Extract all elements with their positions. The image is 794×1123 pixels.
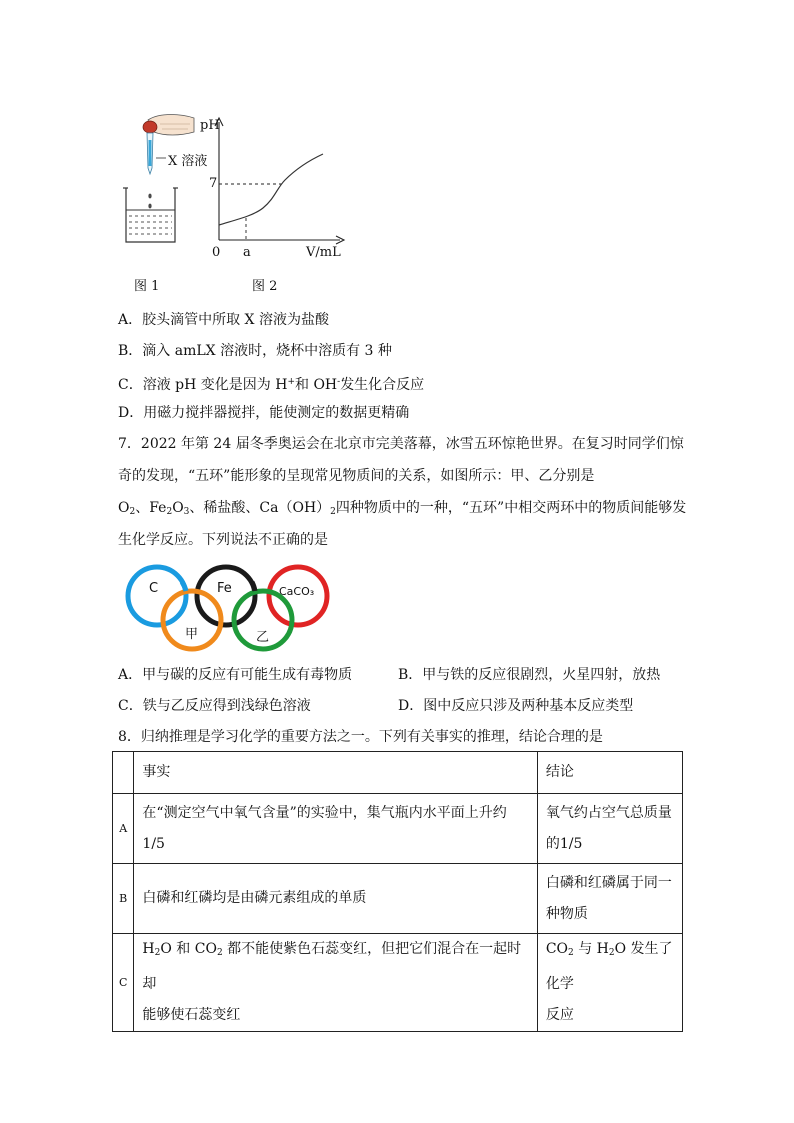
q7-option-d: D．图中反应只涉及两种基本反应类型 bbox=[398, 698, 634, 714]
q7-stem-line-3: $O_2$、$Fe_2O_3$、稀盐酸、$Ca(OH)_2$四种物质中的一种，“五环”中相交两环中的物质间能够发 bbox=[118, 500, 687, 517]
row-fact: 白磷和红磷均是由磷元素组成的单质 bbox=[134, 864, 537, 934]
q7-stem-line-4: 生化学反应。下列说法不正确的是 bbox=[118, 532, 328, 548]
five-rings-diagram bbox=[120, 560, 335, 656]
q7-stem-line-1: 7．2022 年第 24 届冬季奥运会在北京市完美落幕，冰雪五环惊艳世界。在复习时同学们惊 bbox=[118, 436, 684, 452]
figure-1-caption: 图 1 bbox=[134, 279, 160, 294]
ring-label-caco3: CaCO₃ bbox=[279, 585, 315, 598]
row-key: B bbox=[113, 864, 134, 934]
row-conclusion: 氧气约占空气总质量 的1/5 bbox=[537, 794, 682, 864]
x-axis-label: V/mL bbox=[306, 245, 341, 260]
header-fact: 事实 bbox=[134, 752, 537, 794]
q6-option-d: D．用磁力搅拌器搅拌，能使测定的数据更精确 bbox=[118, 405, 410, 421]
row-key: C bbox=[113, 934, 134, 1032]
dropper-bulb bbox=[143, 121, 157, 133]
x-mark-label: a bbox=[243, 245, 251, 260]
figure-2-ph-curve bbox=[205, 112, 350, 262]
figure-2-caption: 图 2 bbox=[252, 279, 278, 294]
table-row bbox=[113, 934, 683, 1032]
header-conclusion: 结论 bbox=[537, 752, 682, 794]
row-conclusion: 白磷和红磷属于同一 种物质 bbox=[537, 864, 682, 934]
q6-option-c: C．溶液 pH 变化是因为 H+和 OH-发生化合反应 bbox=[118, 377, 425, 393]
table-row bbox=[113, 794, 683, 864]
q7-option-c: C．铁与乙反应得到浅绿色溶液 bbox=[118, 698, 311, 714]
reagent-label: X 溶液 bbox=[168, 154, 208, 169]
q6-option-a: A．胶头滴管中所取 X 溶液为盐酸 bbox=[118, 312, 329, 328]
q7-option-a: A．甲与碳的反应有可能生成有毒物质 bbox=[118, 667, 353, 683]
q7-option-b: B．甲与铁的反应很剧烈，火星四射，放热 bbox=[398, 667, 661, 683]
q8-stem: 8．归纳推理是学习化学的重要方法之一。下列有关事实的推理，结论合理的是 bbox=[118, 729, 603, 745]
table-header-row bbox=[113, 752, 683, 794]
table-row bbox=[113, 864, 683, 934]
y-mark-label: 7 bbox=[209, 176, 218, 191]
ring-label-fe: Fe bbox=[217, 581, 232, 596]
q7-stem-line-2: 奇的发现，“五环”能形象的呈现常见物质间的关系，如图所示：甲、乙分别是 bbox=[118, 468, 595, 484]
ring-label-jia: 甲 bbox=[185, 627, 199, 642]
q6-option-b: B．滴入 amLX 溶液时，烧杯中溶质有 3 种 bbox=[118, 343, 392, 359]
facts-table bbox=[112, 751, 683, 1032]
y-axis-label: pH bbox=[200, 118, 220, 133]
row-conclusion: $CO_2$ 与 $H_2O$ 发生了化学 反应 bbox=[537, 934, 682, 1032]
ring-label-yi: 乙 bbox=[256, 630, 270, 645]
origin-label: 0 bbox=[212, 245, 221, 260]
row-fact: 在“测定空气中氧气含量”的实验中，集气瓶内水平面上升约 1/5 bbox=[134, 794, 537, 864]
ph-curve bbox=[219, 154, 323, 225]
ring-label-c: C bbox=[149, 581, 159, 596]
row-key: A bbox=[113, 794, 134, 864]
row-fact: $H_2O$ 和 $CO_2$ 都不能使紫色石蕊变红，但把它们混合在一起时却 能够使石蕊变红 bbox=[134, 934, 537, 1032]
